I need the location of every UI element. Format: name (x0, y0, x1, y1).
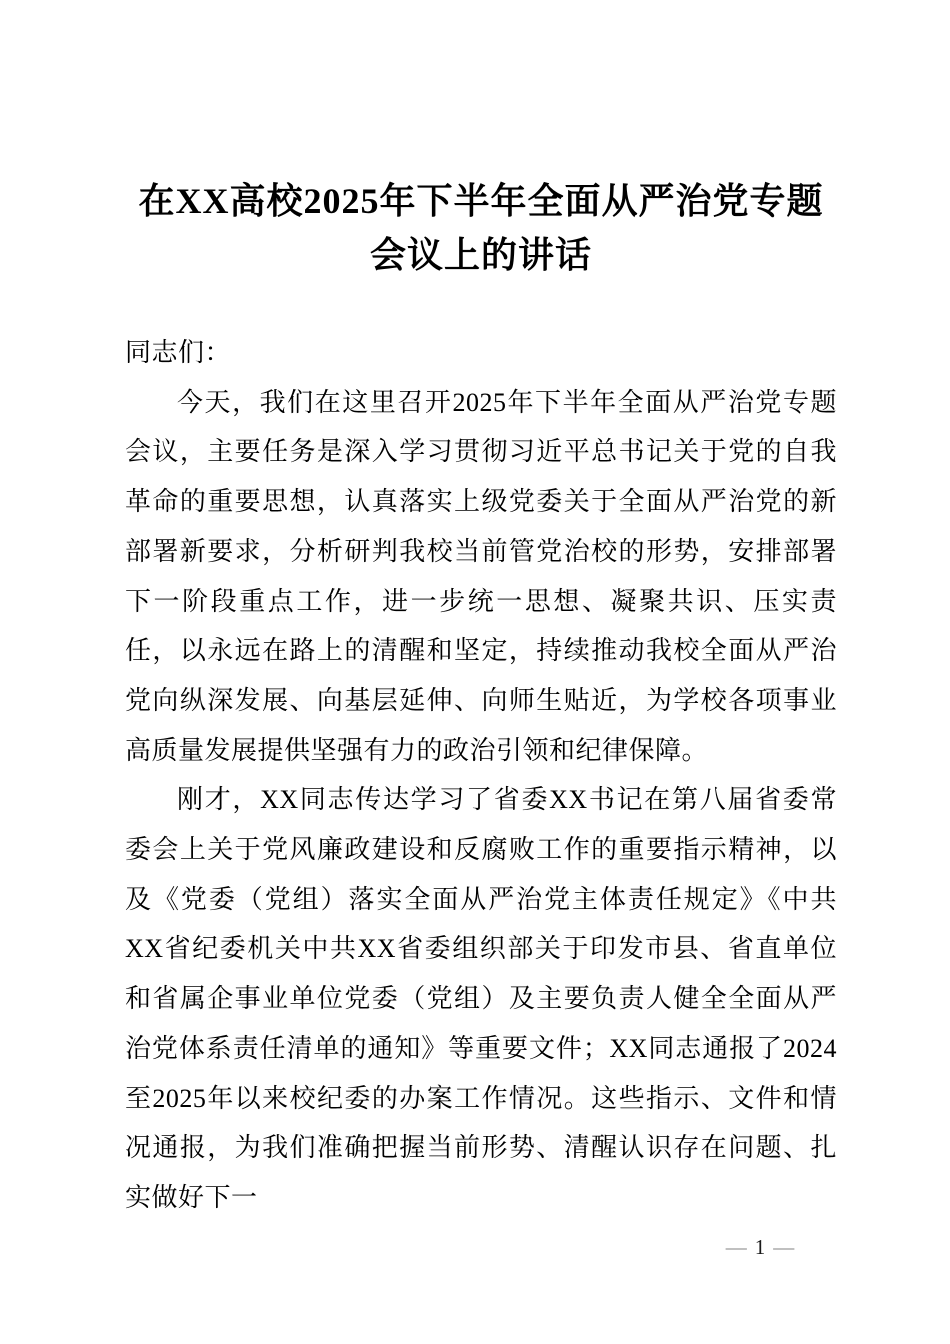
document-title (125, 174, 837, 282)
title-line-1: 在XX高校2025年下半年全面从严治党专题 (138, 181, 824, 221)
salutation: 同志们： (125, 338, 232, 367)
document-body (125, 328, 837, 1223)
footer-dash-left: — (725, 1235, 747, 1259)
footer-dash-right: — (773, 1235, 795, 1259)
page-number: 1 (754, 1235, 766, 1259)
paragraph-2: 刚才，XX同志传达学习了省委XX书记在第八届省委常委会上关于党风廉政建设和反腐败工作的重要指示精神，以及《党委（党组）落实全面从严治党主体责任规定》《中共XX省纪委机关中共XX省委组织部关于印发市县、省直单位和省属企事业单位党委（党组）及主要负责人健全全面从严治党体系责任清单的通知》等重要文件；XX同志通报了2024至2025年以来校纪委的办案工作情况。这些指示、文件和情况通报，为我们准确把握当前形势、清醒认识存在问题、扎实做好下一 (125, 785, 837, 1212)
title-line-2: 会议上的讲话 (369, 235, 592, 275)
page-footer (690, 1232, 830, 1262)
paragraph-1: 今天，我们在这里召开2025年下半年全面从严治党专题会议，主要任务是深入学习贯彻习近平总书记关于党的自我革命的重要思想，认真落实上级党委关于全面从严治党的新部署新要求，分析研判我校当前管党治校的形势，安排部署下一阶段重点工作，进一步统一思想、凝聚共识、压实责任，以永远在路上的清醒和坚定，持续推动我校全面从严治党向纵深发展、向基层延伸、向师生贴近，为学校各项事业高质量发展提供坚强有力的政治引领和纪律保障。 (125, 387, 837, 765)
